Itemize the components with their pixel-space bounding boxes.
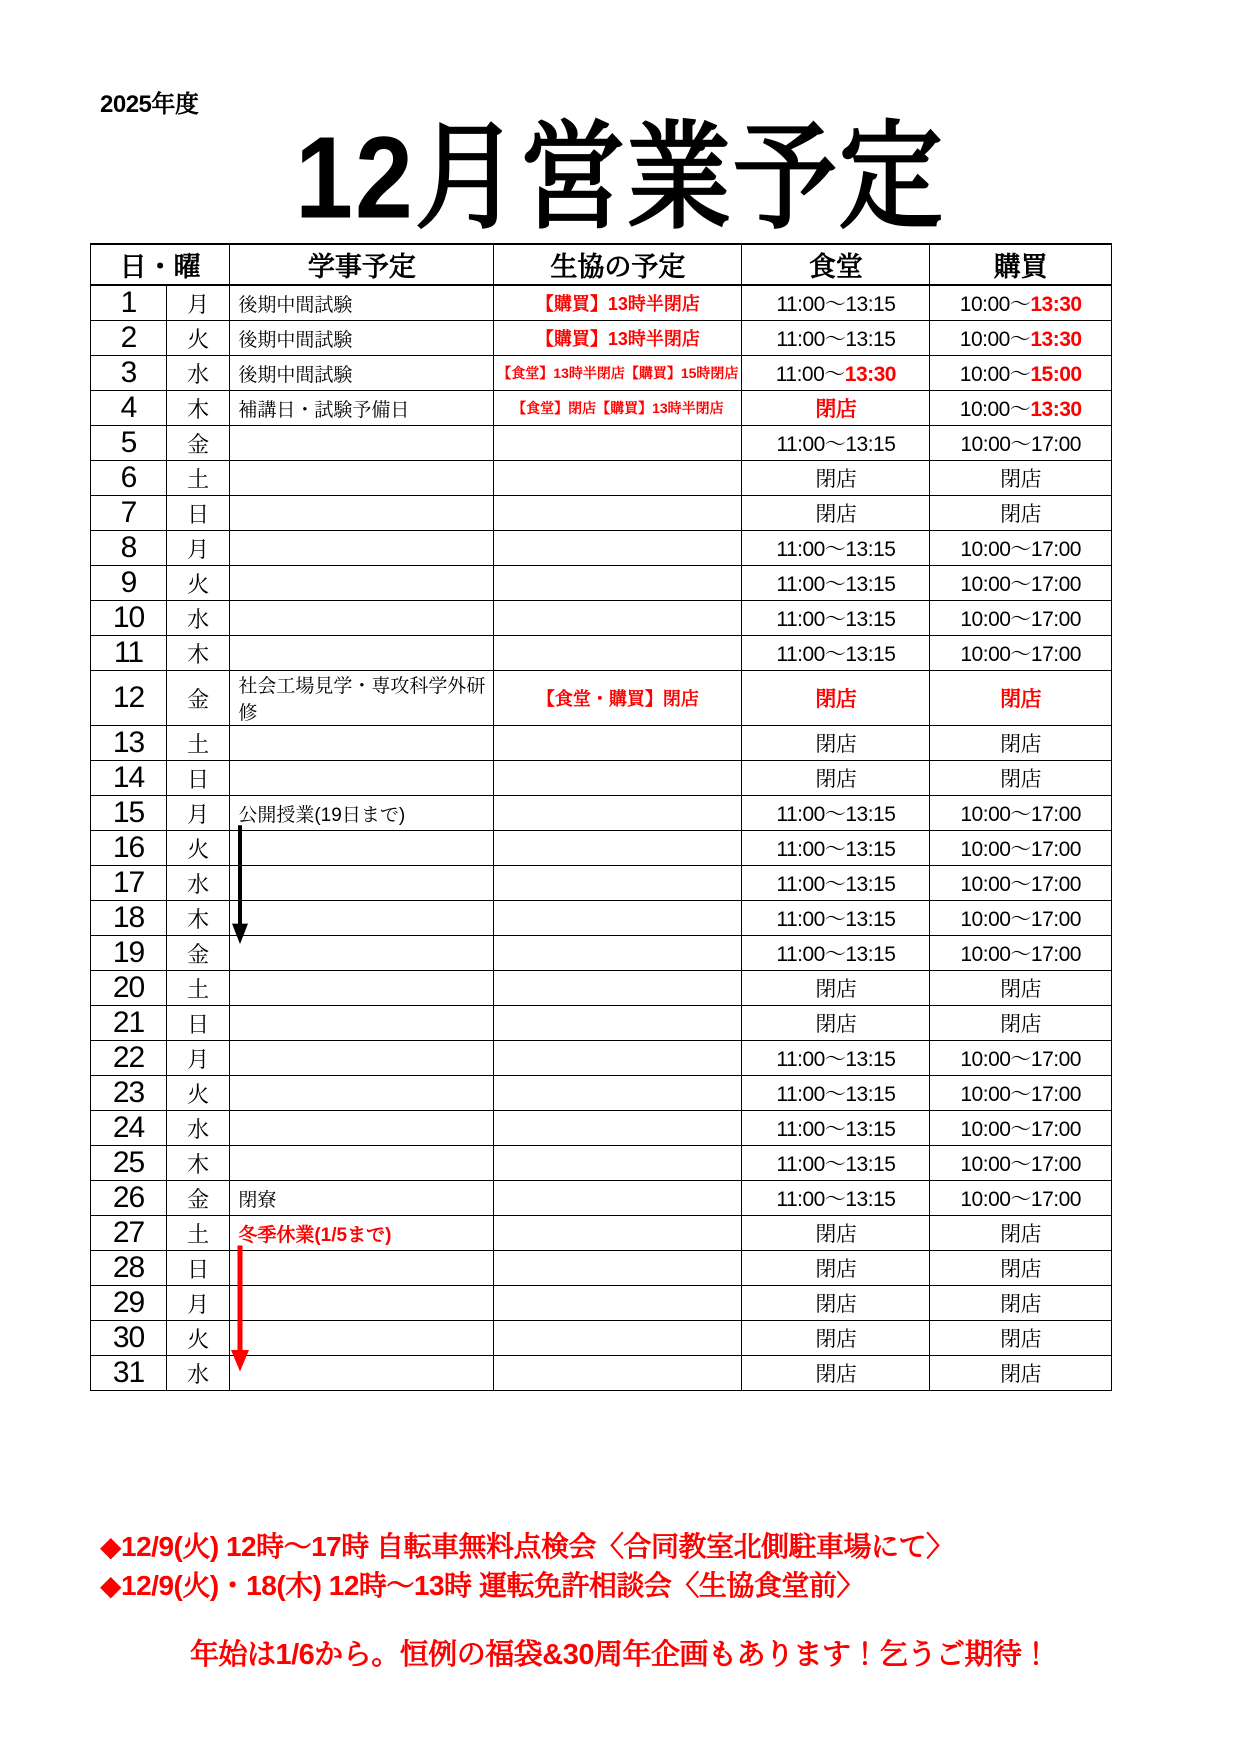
page-title: 12月営業予定 xyxy=(295,113,945,244)
cell-day-number: 27 xyxy=(91,1216,167,1251)
table-row xyxy=(91,321,1112,356)
cell-shop-hours xyxy=(930,1006,1112,1041)
table-row xyxy=(91,391,1112,426)
cell-shop-hours xyxy=(930,671,1112,726)
table-row xyxy=(91,761,1112,796)
cell-academic-schedule xyxy=(230,971,494,1006)
cell-academic-schedule xyxy=(230,1041,494,1076)
cell-coop-schedule xyxy=(494,601,742,636)
monthly-schedule-table xyxy=(90,243,1112,1391)
cell-cafeteria-hours xyxy=(742,1356,930,1391)
cell-day-of-week: 水 xyxy=(167,356,230,391)
cell-academic-schedule xyxy=(230,761,494,796)
cell-academic-schedule xyxy=(230,1076,494,1111)
cafeteria-hours-highlight: 13:30 xyxy=(844,363,896,386)
table-header-row xyxy=(91,244,1112,285)
cell-day-of-week: 木 xyxy=(167,391,230,426)
table-row xyxy=(91,1286,1112,1321)
cell-day-number: 21 xyxy=(91,1006,167,1041)
cell-shop-hours xyxy=(930,1146,1112,1181)
table-row xyxy=(91,901,1112,936)
shop-hours-normal: 10:00～17:00 xyxy=(960,803,1081,826)
cell-cafeteria-hours xyxy=(742,1006,930,1041)
cell-cafeteria-hours xyxy=(742,285,930,321)
table-row xyxy=(91,1321,1112,1356)
footer-note-1: ◆12/9(火) 12時～17時 自転車無料点検会〈合同教室北側駐車場にて〉 xyxy=(100,1531,954,1562)
cell-coop-schedule: 【食堂】13時半閉店【購買】15時閉店 xyxy=(494,356,742,391)
cell-academic-schedule: 公開授業(19日まで) xyxy=(230,796,494,831)
cell-cafeteria-hours xyxy=(742,496,930,531)
cafeteria-hours-normal: 閉店 xyxy=(815,1293,857,1316)
cafeteria-hours-normal: 閉店 xyxy=(815,1363,857,1386)
shop-hours-normal: 10:00～17:00 xyxy=(960,838,1081,861)
shop-hours-normal: 10:00～17:00 xyxy=(960,1048,1081,1071)
shop-hours-normal: 10:00～ xyxy=(959,363,1031,386)
shop-hours-normal: 閉店 xyxy=(1000,1013,1042,1036)
cell-day-number: 9 xyxy=(91,566,167,601)
cell-shop-hours xyxy=(930,971,1112,1006)
cell-coop-schedule xyxy=(494,1006,742,1041)
cell-day-of-week: 日 xyxy=(167,1251,230,1286)
shop-hours-normal: 閉店 xyxy=(1000,468,1042,491)
fiscal-year-label: 2025年度 xyxy=(100,91,199,118)
table-row xyxy=(91,1356,1112,1391)
cafeteria-hours-normal: 11:00～13:15 xyxy=(776,328,896,351)
cafeteria-hours-normal: 閉店 xyxy=(815,1013,857,1036)
cell-coop-schedule xyxy=(494,496,742,531)
cell-cafeteria-hours xyxy=(742,1251,930,1286)
cell-coop-schedule xyxy=(494,1216,742,1251)
cell-day-of-week: 月 xyxy=(167,796,230,831)
cell-academic-schedule: 閉寮 xyxy=(230,1181,494,1216)
cell-shop-hours xyxy=(930,566,1112,601)
shop-hours-highlight: 13:30 xyxy=(1030,328,1082,351)
cell-day-of-week: 月 xyxy=(167,1041,230,1076)
cell-day-of-week: 月 xyxy=(167,1286,230,1321)
cell-shop-hours xyxy=(930,531,1112,566)
cell-day-of-week: 日 xyxy=(167,761,230,796)
cell-day-of-week: 金 xyxy=(167,671,230,726)
cell-day-number: 11 xyxy=(91,636,167,671)
cell-shop-hours xyxy=(930,1216,1112,1251)
cell-cafeteria-hours xyxy=(742,1076,930,1111)
cell-shop-hours xyxy=(930,866,1112,901)
cafeteria-hours-normal: 閉店 xyxy=(815,733,857,756)
cell-cafeteria-hours xyxy=(742,761,930,796)
cafeteria-hours-normal: 11:00～13:15 xyxy=(776,908,896,931)
cell-coop-schedule xyxy=(494,1321,742,1356)
table-row xyxy=(91,726,1112,761)
cell-cafeteria-hours xyxy=(742,426,930,461)
cell-cafeteria-hours xyxy=(742,831,930,866)
shop-hours-highlight: 15:00 xyxy=(1030,363,1082,386)
cafeteria-hours-normal: 11:00～ xyxy=(775,363,845,386)
cell-coop-schedule xyxy=(494,901,742,936)
cell-shop-hours xyxy=(930,761,1112,796)
cafeteria-hours-normal: 11:00～13:15 xyxy=(776,538,896,561)
cell-day-of-week: 月 xyxy=(167,531,230,566)
cell-day-of-week: 火 xyxy=(167,1076,230,1111)
cell-coop-schedule xyxy=(494,1041,742,1076)
shop-hours-normal: 10:00～17:00 xyxy=(960,643,1081,666)
cafeteria-hours-normal: 閉店 xyxy=(815,1258,857,1281)
cell-day-number: 4 xyxy=(91,391,167,426)
table-row xyxy=(91,936,1112,971)
cell-academic-schedule xyxy=(230,831,494,866)
cell-day-number: 12 xyxy=(91,671,167,726)
cell-day-of-week: 金 xyxy=(167,1181,230,1216)
cell-shop-hours xyxy=(930,1041,1112,1076)
cell-academic-schedule: 社会工場見学・専攻科学外研修 xyxy=(230,671,494,726)
cell-day-of-week: 火 xyxy=(167,321,230,356)
cafeteria-hours-highlight: 閉店 xyxy=(815,398,857,421)
cell-cafeteria-hours xyxy=(742,1111,930,1146)
cell-coop-schedule xyxy=(494,1181,742,1216)
schedule-table-container xyxy=(90,243,1112,1391)
cell-coop-schedule xyxy=(494,566,742,601)
cell-academic-schedule xyxy=(230,636,494,671)
cafeteria-hours-normal: 11:00～13:15 xyxy=(776,1118,896,1141)
cell-shop-hours xyxy=(930,321,1112,356)
cell-coop-schedule xyxy=(494,1251,742,1286)
table-row xyxy=(91,285,1112,321)
cell-coop-schedule: 【食堂・購買】閉店 xyxy=(494,671,742,726)
cell-academic-schedule: 後期中間試験 xyxy=(230,356,494,391)
cell-academic-schedule xyxy=(230,601,494,636)
cell-shop-hours xyxy=(930,285,1112,321)
cell-day-of-week: 月 xyxy=(167,285,230,321)
cell-cafeteria-hours xyxy=(742,356,930,391)
cell-day-number: 24 xyxy=(91,1111,167,1146)
shop-hours-normal: 10:00～17:00 xyxy=(960,538,1081,561)
table-row xyxy=(91,671,1112,726)
cell-cafeteria-hours xyxy=(742,391,930,426)
cafeteria-hours-normal: 11:00～13:15 xyxy=(776,643,896,666)
table-row xyxy=(91,1181,1112,1216)
cell-day-of-week: 土 xyxy=(167,726,230,761)
cell-cafeteria-hours xyxy=(742,971,930,1006)
shop-hours-normal: 閉店 xyxy=(1000,733,1042,756)
cell-day-number: 19 xyxy=(91,936,167,971)
cafeteria-hours-normal: 11:00～13:15 xyxy=(776,1188,896,1211)
cell-academic-schedule xyxy=(230,531,494,566)
cell-coop-schedule xyxy=(494,761,742,796)
cafeteria-hours-normal: 11:00～13:15 xyxy=(776,608,896,631)
cell-shop-hours xyxy=(930,1111,1112,1146)
shop-hours-normal: 10:00～17:00 xyxy=(960,1118,1081,1141)
shop-hours-normal: 10:00～17:00 xyxy=(960,573,1081,596)
cell-coop-schedule xyxy=(494,1111,742,1146)
cell-academic-schedule xyxy=(230,1321,494,1356)
shop-hours-normal: 10:00～17:00 xyxy=(960,608,1081,631)
table-row xyxy=(91,1251,1112,1286)
cell-cafeteria-hours xyxy=(742,601,930,636)
cell-coop-schedule xyxy=(494,461,742,496)
cell-academic-schedule xyxy=(230,1146,494,1181)
table-row xyxy=(91,496,1112,531)
cafeteria-hours-normal: 閉店 xyxy=(815,503,857,526)
cell-day-number: 8 xyxy=(91,531,167,566)
cell-cafeteria-hours xyxy=(742,1181,930,1216)
cell-day-number: 25 xyxy=(91,1146,167,1181)
cell-academic-schedule xyxy=(230,936,494,971)
table-row xyxy=(91,426,1112,461)
cell-academic-schedule xyxy=(230,566,494,601)
cell-academic-schedule xyxy=(230,461,494,496)
cafeteria-hours-normal: 11:00～13:15 xyxy=(776,1083,896,1106)
shop-hours-normal: 10:00～17:00 xyxy=(960,943,1081,966)
table-row xyxy=(91,1111,1112,1146)
cell-day-of-week: 日 xyxy=(167,1006,230,1041)
shop-hours-normal: 閉店 xyxy=(1000,1328,1042,1351)
cell-coop-schedule: 【食堂】閉店【購買】13時半閉店 xyxy=(494,391,742,426)
cell-academic-schedule xyxy=(230,1286,494,1321)
cell-day-number: 2 xyxy=(91,321,167,356)
cell-cafeteria-hours xyxy=(742,936,930,971)
cell-day-of-week: 土 xyxy=(167,971,230,1006)
cell-day-number: 6 xyxy=(91,461,167,496)
cell-cafeteria-hours xyxy=(742,726,930,761)
cell-day-of-week: 金 xyxy=(167,936,230,971)
cell-cafeteria-hours xyxy=(742,531,930,566)
cell-day-of-week: 日 xyxy=(167,496,230,531)
cafeteria-hours-normal: 11:00～13:15 xyxy=(776,943,896,966)
cell-shop-hours xyxy=(930,391,1112,426)
column-header-academic: 学事予定 xyxy=(230,244,494,285)
cafeteria-hours-normal: 11:00～13:15 xyxy=(776,433,896,456)
cell-day-number: 10 xyxy=(91,601,167,636)
cell-day-number: 13 xyxy=(91,726,167,761)
shop-hours-normal: 閉店 xyxy=(1000,768,1042,791)
cell-shop-hours xyxy=(930,1356,1112,1391)
cell-shop-hours xyxy=(930,726,1112,761)
table-row xyxy=(91,796,1112,831)
cell-day-number: 22 xyxy=(91,1041,167,1076)
cell-shop-hours xyxy=(930,901,1112,936)
shop-hours-highlight: 閉店 xyxy=(1000,688,1042,711)
cell-academic-schedule xyxy=(230,1111,494,1146)
cell-coop-schedule xyxy=(494,531,742,566)
cell-day-number: 1 xyxy=(91,285,167,321)
cell-shop-hours xyxy=(930,356,1112,391)
cell-shop-hours xyxy=(930,461,1112,496)
cell-day-number: 20 xyxy=(91,971,167,1006)
shop-hours-normal: 10:00～17:00 xyxy=(960,1153,1081,1176)
cafeteria-hours-normal: 閉店 xyxy=(815,768,857,791)
table-row xyxy=(91,566,1112,601)
cell-day-number: 3 xyxy=(91,356,167,391)
closing-message: 年始は1/6から。恒例の福袋&30周年企画もあります！乞うご期待！ xyxy=(189,1639,1050,1671)
cafeteria-hours-normal: 11:00～13:15 xyxy=(776,1153,896,1176)
table-row xyxy=(91,971,1112,1006)
shop-hours-normal: 10:00～17:00 xyxy=(960,433,1081,456)
cell-cafeteria-hours xyxy=(742,1321,930,1356)
table-row xyxy=(91,1076,1112,1111)
footer-note-2: ◆12/9(火)・18(木) 12時～13時 運転免許相談会〈生協食堂前〉 xyxy=(100,1569,864,1601)
cell-shop-hours xyxy=(930,496,1112,531)
table-row xyxy=(91,1041,1112,1076)
table-row xyxy=(91,601,1112,636)
cell-day-of-week: 水 xyxy=(167,866,230,901)
cell-academic-schedule xyxy=(230,901,494,936)
schedule-table-body xyxy=(91,285,1112,1391)
cell-day-of-week: 火 xyxy=(167,566,230,601)
cell-day-number: 14 xyxy=(91,761,167,796)
shop-hours-normal: 閉店 xyxy=(1000,1293,1042,1316)
shop-hours-highlight: 13:30 xyxy=(1030,293,1082,316)
cell-day-number: 17 xyxy=(91,866,167,901)
cell-cafeteria-hours xyxy=(742,1041,930,1076)
cell-day-of-week: 火 xyxy=(167,831,230,866)
cell-coop-schedule xyxy=(494,866,742,901)
cell-day-number: 16 xyxy=(91,831,167,866)
cell-day-of-week: 火 xyxy=(167,1321,230,1356)
shop-hours-normal: 10:00～17:00 xyxy=(960,908,1081,931)
cafeteria-hours-normal: 11:00～13:15 xyxy=(776,873,896,896)
cell-day-of-week: 木 xyxy=(167,901,230,936)
table-row xyxy=(91,1146,1112,1181)
cell-coop-schedule xyxy=(494,1356,742,1391)
shop-hours-normal: 10:00～ xyxy=(959,293,1031,316)
cell-cafeteria-hours xyxy=(742,636,930,671)
cell-day-number: 15 xyxy=(91,796,167,831)
cell-academic-schedule: 後期中間試験 xyxy=(230,321,494,356)
cell-academic-schedule xyxy=(230,1356,494,1391)
cafeteria-hours-normal: 閉店 xyxy=(815,978,857,1001)
footer-notes xyxy=(100,1528,1150,1605)
cell-coop-schedule xyxy=(494,1286,742,1321)
cafeteria-hours-normal: 閉店 xyxy=(815,468,857,491)
cell-cafeteria-hours xyxy=(742,671,930,726)
cell-shop-hours xyxy=(930,426,1112,461)
cafeteria-hours-normal: 11:00～13:15 xyxy=(776,293,896,316)
table-row xyxy=(91,531,1112,566)
cell-shop-hours xyxy=(930,1181,1112,1216)
table-row xyxy=(91,1006,1112,1041)
cell-coop-schedule xyxy=(494,936,742,971)
shop-hours-normal: 閉店 xyxy=(1000,978,1042,1001)
shop-hours-normal: 10:00～17:00 xyxy=(960,873,1081,896)
cell-cafeteria-hours xyxy=(742,1286,930,1321)
cafeteria-hours-normal: 11:00～13:15 xyxy=(776,803,896,826)
cell-cafeteria-hours xyxy=(742,321,930,356)
cell-cafeteria-hours xyxy=(742,796,930,831)
cell-shop-hours xyxy=(930,936,1112,971)
cell-academic-schedule xyxy=(230,1251,494,1286)
cell-day-of-week: 水 xyxy=(167,601,230,636)
cell-day-of-week: 水 xyxy=(167,1111,230,1146)
cell-academic-schedule: 補講日・試験予備日 xyxy=(230,391,494,426)
cafeteria-hours-normal: 11:00～13:15 xyxy=(776,573,896,596)
cell-coop-schedule xyxy=(494,971,742,1006)
cafeteria-hours-normal: 閉店 xyxy=(815,1328,857,1351)
cell-cafeteria-hours xyxy=(742,1146,930,1181)
cell-cafeteria-hours xyxy=(742,566,930,601)
table-row xyxy=(91,356,1112,391)
cell-academic-schedule xyxy=(230,726,494,761)
cell-day-of-week: 金 xyxy=(167,426,230,461)
cell-day-number: 18 xyxy=(91,901,167,936)
cell-shop-hours xyxy=(930,601,1112,636)
table-row xyxy=(91,461,1112,496)
cafeteria-hours-normal: 閉店 xyxy=(815,1223,857,1246)
cell-day-of-week: 土 xyxy=(167,461,230,496)
cell-academic-schedule: 冬季休業(1/5まで) xyxy=(230,1216,494,1251)
cell-coop-schedule xyxy=(494,831,742,866)
cell-shop-hours xyxy=(930,1286,1112,1321)
column-header-day: 日・曜 xyxy=(91,244,230,285)
cell-coop-schedule: 【購買】13時半閉店 xyxy=(494,285,742,321)
shop-hours-normal: 閉店 xyxy=(1000,503,1042,526)
cell-academic-schedule xyxy=(230,866,494,901)
cell-shop-hours xyxy=(930,636,1112,671)
cell-day-number: 26 xyxy=(91,1181,167,1216)
cell-academic-schedule: 後期中間試験 xyxy=(230,285,494,321)
cafeteria-hours-normal: 11:00～13:15 xyxy=(776,1048,896,1071)
shop-hours-normal: 閉店 xyxy=(1000,1363,1042,1386)
cell-cafeteria-hours xyxy=(742,461,930,496)
cell-day-number: 30 xyxy=(91,1321,167,1356)
table-row xyxy=(91,866,1112,901)
shop-hours-highlight: 13:30 xyxy=(1030,398,1082,421)
cell-cafeteria-hours xyxy=(742,1216,930,1251)
cell-shop-hours xyxy=(930,1076,1112,1111)
table-row xyxy=(91,1216,1112,1251)
column-header-coop: 生協の予定 xyxy=(494,244,742,285)
column-header-cafeteria: 食堂 xyxy=(742,244,930,285)
shop-hours-normal: 10:00～17:00 xyxy=(960,1083,1081,1106)
cafeteria-hours-highlight: 閉店 xyxy=(815,688,857,711)
cell-coop-schedule xyxy=(494,636,742,671)
shop-hours-normal: 10:00～17:00 xyxy=(960,1188,1081,1211)
cell-coop-schedule xyxy=(494,1146,742,1181)
cell-shop-hours xyxy=(930,831,1112,866)
cell-shop-hours xyxy=(930,1321,1112,1356)
cell-day-of-week: 木 xyxy=(167,1146,230,1181)
cell-academic-schedule xyxy=(230,1006,494,1041)
cell-day-of-week: 土 xyxy=(167,1216,230,1251)
cafeteria-hours-normal: 11:00～13:15 xyxy=(776,838,896,861)
shop-hours-normal: 閉店 xyxy=(1000,1258,1042,1281)
cell-academic-schedule xyxy=(230,496,494,531)
cell-day-number: 31 xyxy=(91,1356,167,1391)
cell-day-of-week: 水 xyxy=(167,1356,230,1391)
cell-academic-schedule xyxy=(230,426,494,461)
cell-coop-schedule xyxy=(494,426,742,461)
cell-day-number: 5 xyxy=(91,426,167,461)
cell-coop-schedule xyxy=(494,796,742,831)
cell-shop-hours xyxy=(930,796,1112,831)
cell-day-number: 28 xyxy=(91,1251,167,1286)
cell-day-of-week: 木 xyxy=(167,636,230,671)
cell-cafeteria-hours xyxy=(742,901,930,936)
cell-coop-schedule: 【購買】13時半閉店 xyxy=(494,321,742,356)
column-header-shop: 購買 xyxy=(930,244,1112,285)
cell-shop-hours xyxy=(930,1251,1112,1286)
shop-hours-normal: 10:00～ xyxy=(959,328,1031,351)
cell-day-number: 23 xyxy=(91,1076,167,1111)
cell-coop-schedule xyxy=(494,1076,742,1111)
cell-cafeteria-hours xyxy=(742,866,930,901)
cell-coop-schedule xyxy=(494,726,742,761)
table-row xyxy=(91,636,1112,671)
cell-day-number: 7 xyxy=(91,496,167,531)
table-row xyxy=(91,831,1112,866)
shop-hours-normal: 閉店 xyxy=(1000,1223,1042,1246)
cell-day-number: 29 xyxy=(91,1286,167,1321)
shop-hours-normal: 10:00～ xyxy=(959,398,1031,421)
